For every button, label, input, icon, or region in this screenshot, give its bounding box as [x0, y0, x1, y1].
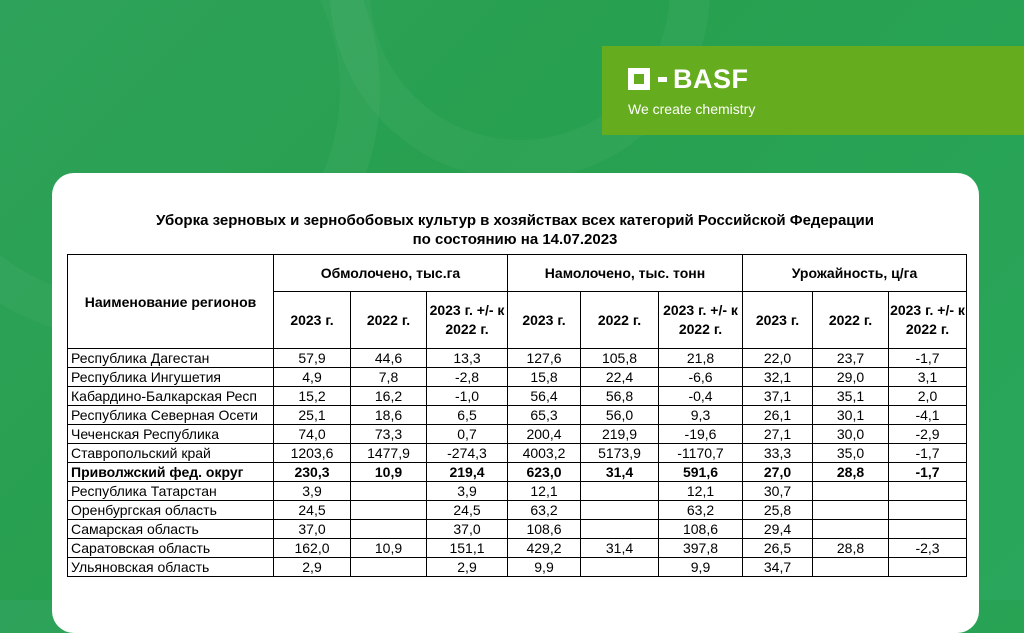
- subheader: 2023 г.: [274, 292, 351, 349]
- subheader: 2023 г.: [743, 292, 813, 349]
- value-cell: [813, 558, 889, 577]
- value-cell: 24,5: [274, 501, 351, 520]
- region-name-cell: Саратовская область: [68, 539, 274, 558]
- value-cell: 230,3: [274, 463, 351, 482]
- value-cell: -2,3: [889, 539, 967, 558]
- value-cell: 15,2: [274, 387, 351, 406]
- value-cell: 10,9: [351, 463, 427, 482]
- table-row: [68, 387, 967, 406]
- value-cell: 16,2: [351, 387, 427, 406]
- value-cell: 44,6: [351, 349, 427, 368]
- value-cell: [889, 520, 967, 539]
- value-cell: 1203,6: [274, 444, 351, 463]
- value-cell: 26,1: [743, 406, 813, 425]
- region-name-cell: Ставропольский край: [68, 444, 274, 463]
- value-cell: 29,0: [813, 368, 889, 387]
- table-row: [68, 539, 967, 558]
- table-row: [68, 444, 967, 463]
- table-row: [68, 349, 967, 368]
- value-cell: -274,3: [427, 444, 508, 463]
- region-name-cell: Приволжский фед. округ: [68, 463, 274, 482]
- value-cell: 2,0: [889, 387, 967, 406]
- value-cell: 219,9: [581, 425, 659, 444]
- value-cell: 27,0: [743, 463, 813, 482]
- value-cell: 34,7: [743, 558, 813, 577]
- value-cell: [351, 558, 427, 577]
- subheader: 2023 г.: [508, 292, 581, 349]
- value-cell: -1,7: [889, 444, 967, 463]
- value-cell: 25,1: [274, 406, 351, 425]
- group-header-yield-tons: Намолочено, тыс. тонн: [508, 255, 743, 292]
- value-cell: 12,1: [508, 482, 581, 501]
- table-row: [68, 463, 967, 482]
- value-cell: 65,3: [508, 406, 581, 425]
- value-cell: 18,6: [351, 406, 427, 425]
- value-cell: 73,3: [351, 425, 427, 444]
- report-card: [52, 173, 979, 633]
- basf-dash-icon: [658, 77, 667, 82]
- value-cell: 22,0: [743, 349, 813, 368]
- region-name-cell: Республика Татарстан: [68, 482, 274, 501]
- basf-tagline: We create chemistry: [628, 101, 756, 117]
- value-cell: 219,4: [427, 463, 508, 482]
- value-cell: 28,8: [813, 539, 889, 558]
- value-cell: [351, 501, 427, 520]
- value-cell: 35,1: [813, 387, 889, 406]
- value-cell: 429,2: [508, 539, 581, 558]
- value-cell: 10,9: [351, 539, 427, 558]
- value-cell: 3,9: [274, 482, 351, 501]
- value-cell: 3,1: [889, 368, 967, 387]
- value-cell: 63,2: [508, 501, 581, 520]
- value-cell: 1477,9: [351, 444, 427, 463]
- group-header-productivity: Урожайность, ц/га: [743, 255, 967, 292]
- value-cell: -1170,7: [659, 444, 743, 463]
- subheader: 2022 г.: [813, 292, 889, 349]
- value-cell: -19,6: [659, 425, 743, 444]
- value-cell: 9,3: [659, 406, 743, 425]
- report-title: [0, 211, 1024, 249]
- value-cell: 162,0: [274, 539, 351, 558]
- subheader: 2023 г. +/- к 2022 г.: [427, 292, 508, 349]
- value-cell: 108,6: [508, 520, 581, 539]
- value-cell: [581, 482, 659, 501]
- value-cell: 37,0: [274, 520, 351, 539]
- value-cell: [813, 501, 889, 520]
- value-cell: 37,0: [427, 520, 508, 539]
- value-cell: -1,7: [889, 349, 967, 368]
- value-cell: 200,4: [508, 425, 581, 444]
- value-cell: 4,9: [274, 368, 351, 387]
- value-cell: 30,1: [813, 406, 889, 425]
- value-cell: 26,5: [743, 539, 813, 558]
- value-cell: -0,4: [659, 387, 743, 406]
- table-row: [68, 406, 967, 425]
- value-cell: [813, 520, 889, 539]
- region-name-cell: Республика Дагестан: [68, 349, 274, 368]
- value-cell: 35,0: [813, 444, 889, 463]
- basf-logo-text: BASF: [673, 64, 749, 94]
- region-name-cell: Кабардино-Балкарская Респ: [68, 387, 274, 406]
- value-cell: [581, 520, 659, 539]
- basf-square-icon: [628, 68, 650, 90]
- value-cell: [813, 482, 889, 501]
- value-cell: 105,8: [581, 349, 659, 368]
- value-cell: 151,1: [427, 539, 508, 558]
- value-cell: [581, 558, 659, 577]
- table-row: [68, 501, 967, 520]
- subheader: 2023 г. +/- к 2022 г.: [889, 292, 967, 349]
- value-cell: 2,9: [427, 558, 508, 577]
- value-cell: 63,2: [659, 501, 743, 520]
- value-cell: 56,8: [581, 387, 659, 406]
- value-cell: 29,4: [743, 520, 813, 539]
- value-cell: -4,1: [889, 406, 967, 425]
- value-cell: 27,1: [743, 425, 813, 444]
- group-header-area: Обмолочено, тыс.га: [274, 255, 508, 292]
- value-cell: 7,8: [351, 368, 427, 387]
- value-cell: 5173,9: [581, 444, 659, 463]
- value-cell: 25,8: [743, 501, 813, 520]
- value-cell: 33,3: [743, 444, 813, 463]
- value-cell: [351, 520, 427, 539]
- value-cell: [889, 501, 967, 520]
- value-cell: 4003,2: [508, 444, 581, 463]
- harvest-table: [67, 254, 967, 577]
- value-cell: 15,8: [508, 368, 581, 387]
- value-cell: -2,8: [427, 368, 508, 387]
- value-cell: 31,4: [581, 463, 659, 482]
- value-cell: [889, 558, 967, 577]
- value-cell: -1,0: [427, 387, 508, 406]
- value-cell: 0,7: [427, 425, 508, 444]
- value-cell: 56,4: [508, 387, 581, 406]
- value-cell: [581, 501, 659, 520]
- value-cell: 22,4: [581, 368, 659, 387]
- report-title-line1: Уборка зерновых и зернобобовых культур в хозяйствах всех категорий Российской Федерации: [156, 212, 874, 229]
- value-cell: 30,0: [813, 425, 889, 444]
- value-cell: -2,9: [889, 425, 967, 444]
- value-cell: 12,1: [659, 482, 743, 501]
- basf-brand-block: [602, 46, 1024, 135]
- table-row: [68, 368, 967, 387]
- region-name-cell: Оренбургская область: [68, 501, 274, 520]
- value-cell: 57,9: [274, 349, 351, 368]
- value-cell: 127,6: [508, 349, 581, 368]
- table-row: [68, 520, 967, 539]
- value-cell: -1,7: [889, 463, 967, 482]
- value-cell: 9,9: [508, 558, 581, 577]
- value-cell: 623,0: [508, 463, 581, 482]
- value-cell: [351, 482, 427, 501]
- value-cell: [889, 482, 967, 501]
- value-cell: 28,8: [813, 463, 889, 482]
- basf-logo: [628, 64, 749, 94]
- value-cell: 74,0: [274, 425, 351, 444]
- region-name-cell: Республика Ингушетия: [68, 368, 274, 387]
- region-name-header: Наименование регионов: [68, 255, 274, 349]
- value-cell: -6,6: [659, 368, 743, 387]
- value-cell: 24,5: [427, 501, 508, 520]
- value-cell: 108,6: [659, 520, 743, 539]
- region-name-cell: Республика Северная Осети: [68, 406, 274, 425]
- value-cell: 23,7: [813, 349, 889, 368]
- value-cell: 31,4: [581, 539, 659, 558]
- region-name-cell: Чеченская Республика: [68, 425, 274, 444]
- table-row: [68, 482, 967, 501]
- subheader: 2023 г. +/- к 2022 г.: [659, 292, 743, 349]
- value-cell: 9,9: [659, 558, 743, 577]
- value-cell: 591,6: [659, 463, 743, 482]
- value-cell: 13,3: [427, 349, 508, 368]
- table-row: [68, 558, 967, 577]
- value-cell: 21,8: [659, 349, 743, 368]
- subheader: 2022 г.: [351, 292, 427, 349]
- value-cell: 3,9: [427, 482, 508, 501]
- value-cell: 32,1: [743, 368, 813, 387]
- value-cell: 6,5: [427, 406, 508, 425]
- report-title-line2: по состоянию на 14.07.2023: [412, 231, 618, 248]
- table-row: [68, 425, 967, 444]
- value-cell: 2,9: [274, 558, 351, 577]
- table-body: [68, 349, 967, 577]
- value-cell: 37,1: [743, 387, 813, 406]
- subheader: 2022 г.: [581, 292, 659, 349]
- value-cell: 56,0: [581, 406, 659, 425]
- value-cell: 397,8: [659, 539, 743, 558]
- region-name-cell: Самарская область: [68, 520, 274, 539]
- value-cell: 30,7: [743, 482, 813, 501]
- region-name-cell: Ульяновская область: [68, 558, 274, 577]
